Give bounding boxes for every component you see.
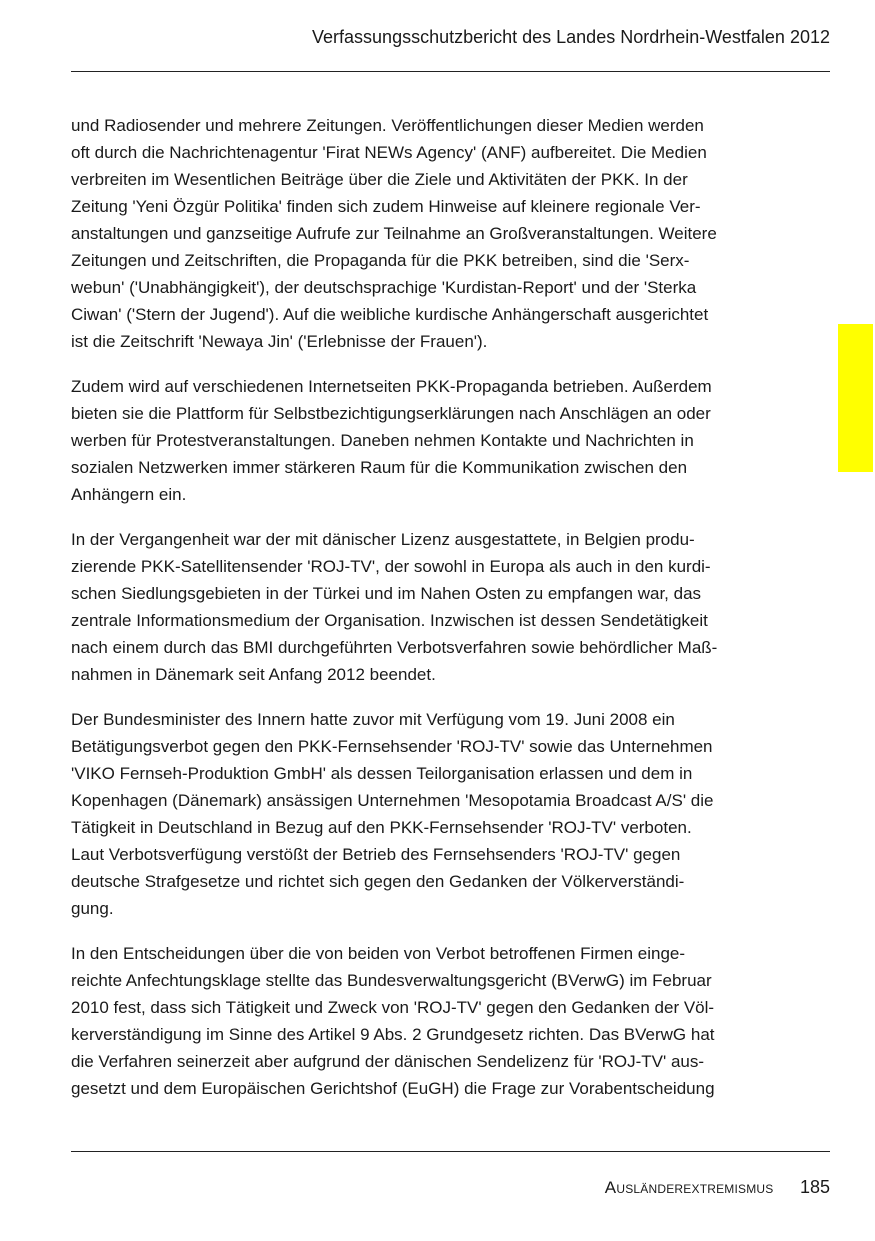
text-line: gesetzt und dem Europäischen Gerichtshof (EuGH) die Frage zur Vorabentscheidung [71,1079,715,1098]
text-line: In der Vergangenheit war der mit dänischer Lizenz ausgestattete, in Belgien produ- [71,530,695,549]
paragraph-court-decisions [71,940,791,1102]
text-line: Zeitung 'Yeni Özgür Politika' finden sich zudem Hinweise auf kleinere regionale Ver- [71,197,701,216]
text-line: webun' ('Unabhängigkeit'), der deutschsprachige 'Kurdistan-Report' und der 'Sterka [71,278,697,297]
text-line: Zudem wird auf verschiedenen Internetseiten PKK-Propaganda betrieben. Außerdem [71,377,712,396]
text-line: sozialen Netzwerken immer stärkeren Raum für die Kommunikation zwischen den [71,458,688,477]
text-line: die Verfahren seinerzeit aber aufgrund der dänischen Sendelizenz für 'ROJ-TV' aus- [71,1052,705,1071]
paragraph-ban-order [71,706,791,922]
text-line: bieten sie die Plattform für Selbstbezichtigungserklärungen nach Anschlägen an oder [71,404,711,423]
footer-section-name: Ausländerextremismus [604,1178,774,1197]
text-line: Anhängern ein. [71,485,187,504]
text-line: deutsche Strafgesetze und richtet sich gegen den Gedanken der Völkerverständi- [71,872,685,891]
text-line: Ciwan' ('Stern der Jugend'). Auf die weibliche kurdische Anhängerschaft ausgerichtet [71,305,709,324]
text-line: werben für Protestveranstaltungen. Daneben nehmen Kontakte und Nachrichten in [71,431,694,450]
text-line: Betätigungsverbot gegen den PKK-Fernsehsender 'ROJ-TV' sowie das Unternehmen [71,737,713,756]
footer-divider [71,1151,830,1152]
text-line: nach einem durch das BMI durchgeführten Verbotsverfahren sowie behördlicher Maß- [71,638,718,657]
running-header-title: Verfassungsschutzbericht des Landes Nordrhein-Westfalen 2012 [312,27,830,47]
text-line: In den Entscheidungen über die von beiden von Verbot betroffenen Firmen einge- [71,944,686,963]
text-line: nahmen in Dänemark seit Anfang 2012 beendet. [71,665,436,684]
paragraph-media [71,112,791,355]
text-line: Kopenhagen (Dänemark) ansässigen Unternehmen 'Mesopotamia Broadcast A/S' die [71,791,714,810]
text-line: Zeitungen und Zeitschriften, die Propaganda für die PKK betreiben, sind die 'Serx- [71,251,690,270]
text-line: Laut Verbotsverfügung verstößt der Betrieb des Fernsehsenders 'ROJ-TV' gegen [71,845,681,864]
text-line: 'VIKO Fernseh-Produktion GmbH' als dessen Teilorganisation erlassen und dem in [71,764,693,783]
text-line: ist die Zeitschrift 'Newaya Jin' ('Erlebnisse der Frauen'). [71,332,488,351]
text-line: Der Bundesminister des Innern hatte zuvor mit Verfügung vom 19. Juni 2008 ein [71,710,675,729]
chapter-color-tab [838,324,873,472]
text-line: gung. [71,899,114,918]
text-line: und Radiosender und mehrere Zeitungen. Veröffentlichungen dieser Medien werden [71,116,704,135]
text-line: verbreiten im Wesentlichen Beiträge über die Ziele und Aktivitäten der PKK. In der [71,170,688,189]
paragraph-roj-tv-history [71,526,791,688]
text-line: schen Siedlungsgebieten in der Türkei und im Nahen Osten zu empfangen war, das [71,584,702,603]
page-number: 185 [799,1177,830,1197]
text-line: reichte Anfechtungsklage stellte das Bundesverwaltungsgericht (BVerwG) im Februar [71,971,712,990]
page-footer [605,1176,830,1200]
text-line: zierende PKK-Satellitensender 'ROJ-TV', der sowohl in Europa als auch in den kurdi- [71,557,711,576]
body-text [71,112,791,1120]
text-line: kerverständigung im Sinne des Artikel 9 Abs. 2 Grundgesetz richten. Das BVerwG hat [71,1025,715,1044]
text-line: Tätigkeit in Deutschland in Bezug auf den PKK-Fernsehsender 'ROJ-TV' verboten. [71,818,692,837]
text-line: anstaltungen und ganzseitige Aufrufe zur Teilnahme an Großveranstaltungen. Weitere [71,224,717,243]
header-divider [71,71,830,72]
text-line: oft durch die Nachrichtenagentur 'Firat NEWs Agency' (ANF) aufbereitet. Die Medien [71,143,707,162]
text-line: 2010 fest, dass sich Tätigkeit und Zweck von 'ROJ-TV' gegen den Gedanken der Völ- [71,998,715,1017]
text-line: zentrale Informationsmedium der Organisation. Inzwischen ist dessen Sendetätigkeit [71,611,708,630]
paragraph-internet [71,373,791,508]
